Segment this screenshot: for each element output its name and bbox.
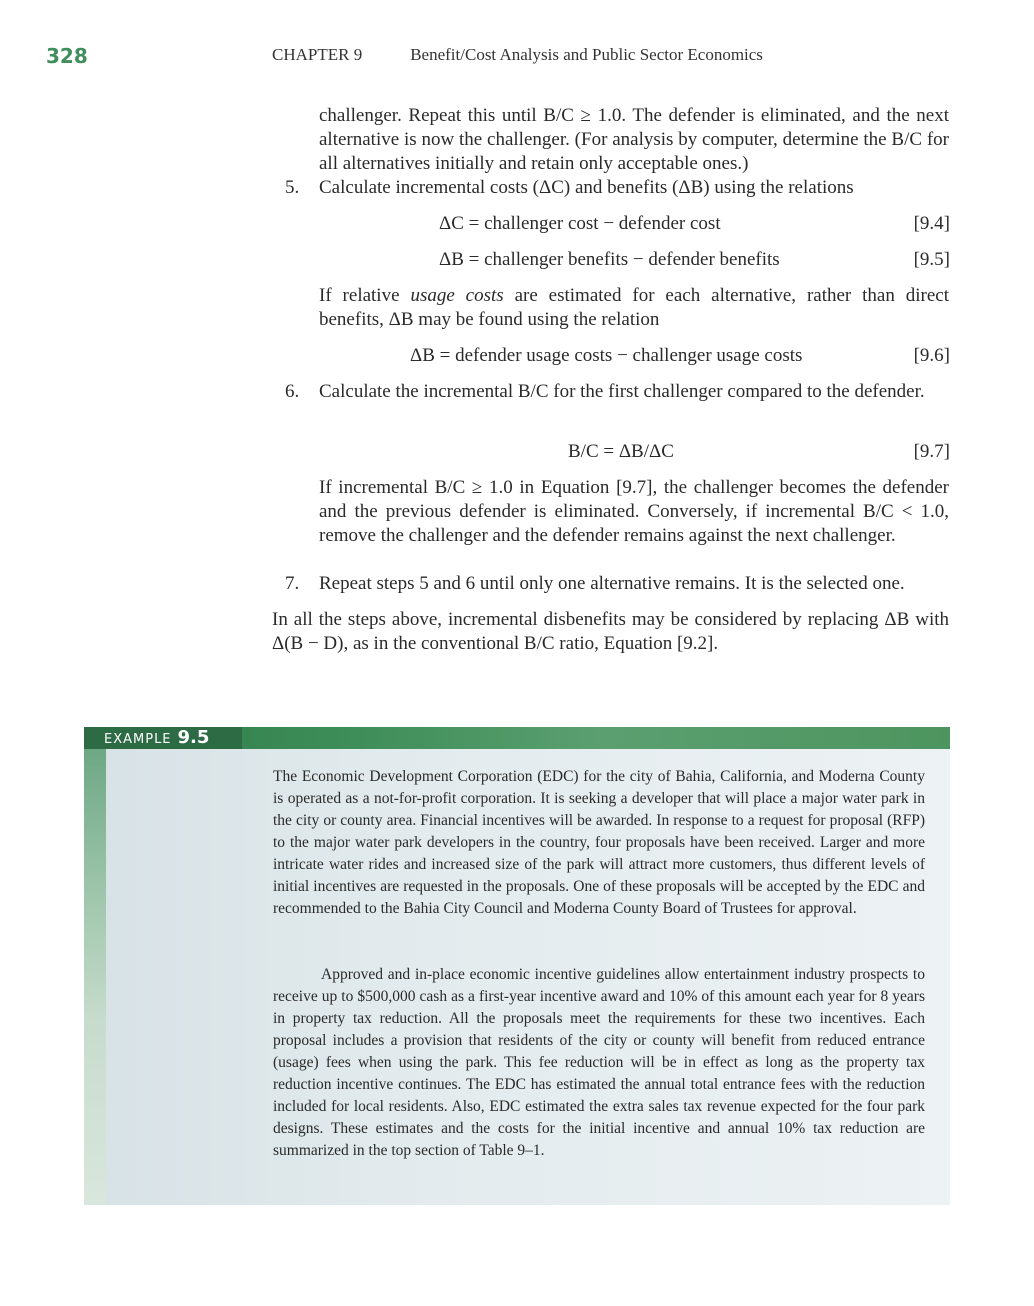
usage-post: are estimated for each alternative, rather than direct benefits, ΔB may be found using the relation xyxy=(319,285,950,330)
example-side-stripe xyxy=(84,749,106,1205)
example-paragraph-2: Approved and in-place economic incentive guidelines allow entertainment industry prospects to receive up to $500,000 cash as a first-year incentive award and 10% of this amount each year for 8 years in property tax reduction. All the proposals meet the requirements for these two incentives. Each proposal includes a provision that residents of the city or county will benefit from reduced entrance (usage) fees when using the park. This fee reduction will be in effect as long as the property tax reduction incentive continues. The EDC has estimated the annual total entrance fees with the reduction included for local residents. Also, EDC estimated the extra sales tax revenue expected for the four park designs. These estimates and the costs for the initial incentive and annual 10% tax reduction are summarized in the top section of Table 9–1. xyxy=(273,966,925,1159)
chapter-title: Benefit/Cost Analysis and Public Sector Economics xyxy=(410,45,763,64)
step6-continuation: If incremental B/C ≥ 1.0 in Equation [9.7], the challenger becomes the defender and the previous defender is eliminated. Conversely, if incremental B/C < 1.0, remove the challenger and the defender remains against the next challenger. xyxy=(319,477,949,546)
example-paragraph-1: The Economic Development Corporation (EDC) for the city of Bahia, California, and Moderna County is operated as a not-for-profit corporation. It is seeking a developer that will place a major water park in the city or county area. Financial incentives will be awarded. In response to a request for proposal (RFP) to the major water park developers in the country, four proposals have been received. Larger and more intricate water rides and increased size of the park will attract more customers, thus different levels of initial incentives are requested in the proposals. One of these proposals will be accepted by the EDC and recommended to the Bahia City Council and Moderna County Board of Trustees for approval. xyxy=(273,768,925,917)
equation-9-7: B/C = ΔB/ΔC xyxy=(568,441,674,462)
equation-9-7-number: [9.7] xyxy=(913,441,950,462)
equation-9-5-number: [9.5] xyxy=(913,249,950,270)
equation-9-4: ΔC = challenger cost − defender cost xyxy=(439,213,721,234)
step4-continuation: challenger. Repeat this until B/C ≥ 1.0. The defender is eliminated, and the next alternative is now the challenger. (For analysis by computer, determine the B/C for all alternatives initially and retain only acceptable ones.) xyxy=(319,105,949,174)
equation-9-6: ΔB = defender usage costs − challenger usage costs xyxy=(410,345,803,366)
equation-9-6-number: [9.6] xyxy=(913,345,950,366)
chapter-label: CHAPTER 9 xyxy=(272,45,363,64)
usage-costs-paragraph xyxy=(319,284,949,332)
step5-number: 5. xyxy=(285,177,300,198)
closing-paragraph: In all the steps above, incremental disbenefits may be considered by replacing ΔB with Δ(B − D), as in the conventional B/C ratio, Equation [9.2]. xyxy=(272,609,949,654)
equation-9-5: ΔB = challenger benefits − defender benefits xyxy=(439,249,780,270)
example-number: 9.5 xyxy=(177,727,210,748)
page-number: 328 xyxy=(46,44,88,68)
step6-number: 6. xyxy=(285,381,300,402)
equation-9-4-number: [9.4] xyxy=(913,213,950,234)
usage-emphasis: usage costs xyxy=(410,285,504,306)
step7-number: 7. xyxy=(285,573,300,594)
step6-text: Calculate the incremental B/C for the first challenger compared to the defender. xyxy=(319,381,925,402)
running-head xyxy=(272,45,763,65)
example-label-text: EXAMPLE xyxy=(104,732,172,747)
example-label xyxy=(84,727,242,749)
step7-text: Repeat steps 5 and 6 until only one alternative remains. It is the selected one. xyxy=(319,573,905,594)
usage-pre: If relative xyxy=(319,285,400,306)
step5-text: Calculate incremental costs (ΔC) and benefits (ΔB) using the relations xyxy=(319,177,854,198)
